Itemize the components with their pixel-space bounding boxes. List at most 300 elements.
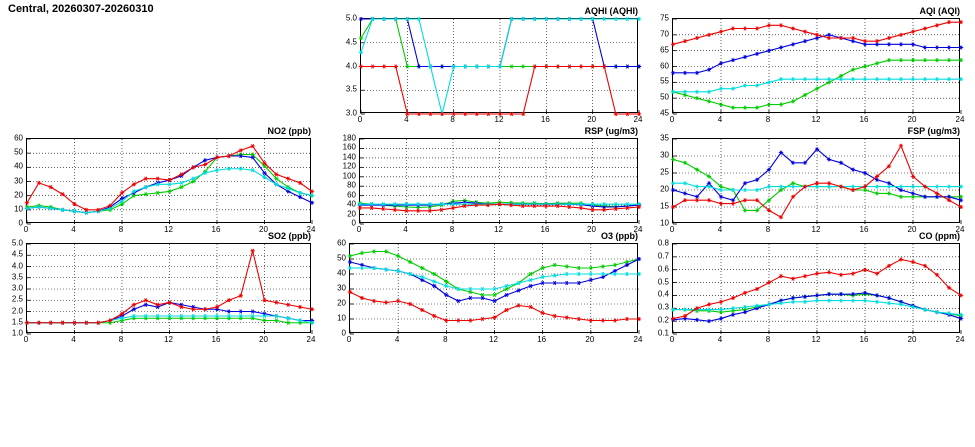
data-point-red xyxy=(791,277,795,281)
data-point-red xyxy=(49,321,53,325)
data-point-red xyxy=(707,198,711,202)
data-point-green xyxy=(359,36,363,40)
xtick-label-fsp: 12 xyxy=(811,225,821,234)
xtick-label-aqi: 12 xyxy=(811,115,821,124)
data-point-cyan xyxy=(719,87,723,91)
data-point-red xyxy=(911,30,915,34)
chart-title-no2: NO2 (ppb) xyxy=(267,126,311,136)
data-point-green xyxy=(203,316,207,320)
ytick-label-so2: 4.5 xyxy=(11,249,23,259)
data-point-cyan xyxy=(348,266,352,270)
ytick-label-aqi: 60 xyxy=(660,61,669,70)
data-point-red xyxy=(509,112,513,116)
data-point-green xyxy=(923,58,927,62)
data-point-cyan xyxy=(683,181,687,185)
data-point-blue xyxy=(683,71,687,75)
data-point-cyan xyxy=(384,268,388,272)
xtick-label-rsp: 0 xyxy=(356,225,362,234)
data-point-blue xyxy=(899,42,903,46)
data-point-green xyxy=(468,290,472,294)
data-point-cyan xyxy=(803,77,807,81)
data-point-blue xyxy=(239,310,243,314)
series-line-green xyxy=(673,294,961,316)
plot-area-rsp xyxy=(359,138,638,223)
data-point-blue xyxy=(731,313,735,317)
data-point-green xyxy=(671,157,675,161)
data-point-red xyxy=(439,208,443,212)
data-point-green xyxy=(899,58,903,62)
data-point-blue xyxy=(875,42,879,46)
data-point-green xyxy=(298,321,302,325)
data-point-cyan xyxy=(540,275,544,279)
data-point-blue xyxy=(144,303,148,307)
data-point-blue xyxy=(803,39,807,43)
xtick-label-co: 4 xyxy=(717,335,723,344)
data-point-green xyxy=(743,208,747,212)
data-point-cyan xyxy=(613,272,617,276)
data-point-red xyxy=(719,300,723,304)
data-point-green xyxy=(875,61,879,65)
data-point-cyan xyxy=(671,90,675,94)
data-point-red xyxy=(899,33,903,37)
data-point-green xyxy=(155,191,159,195)
data-point-cyan xyxy=(827,185,831,189)
data-point-blue xyxy=(310,319,314,323)
data-point-red xyxy=(144,298,148,302)
data-point-red xyxy=(369,206,373,210)
data-point-cyan xyxy=(887,77,891,81)
data-point-cyan xyxy=(167,182,171,186)
data-point-blue xyxy=(755,52,759,56)
ytick-label-fsp: 25 xyxy=(660,167,669,177)
data-point-red xyxy=(84,321,88,325)
data-point-red xyxy=(827,181,831,185)
data-point-cyan xyxy=(827,299,831,303)
data-point-red xyxy=(779,23,783,27)
data-point-cyan xyxy=(382,17,386,21)
data-point-cyan xyxy=(215,168,219,172)
data-point-cyan xyxy=(875,77,879,81)
xtick-label-o3: 4 xyxy=(394,335,400,344)
data-point-red xyxy=(556,65,560,69)
chart-title-o3: O3 (ppb) xyxy=(601,231,638,241)
data-point-red xyxy=(416,209,420,213)
xtick-label-rsp: 24 xyxy=(633,225,643,234)
data-point-cyan xyxy=(132,314,136,318)
ytick-label-so2: 1.0 xyxy=(11,328,23,338)
data-point-red xyxy=(947,20,951,24)
data-point-cyan xyxy=(851,77,855,81)
ytick-label-o3: 20 xyxy=(337,298,346,308)
xtick-label-aqhi: 0 xyxy=(357,115,363,124)
data-point-green xyxy=(372,250,376,254)
data-point-cyan xyxy=(935,77,939,81)
data-point-red xyxy=(815,33,819,37)
data-point-cyan xyxy=(671,181,675,185)
data-point-cyan xyxy=(803,300,807,304)
data-point-blue xyxy=(815,294,819,298)
data-point-cyan xyxy=(463,65,467,69)
xtick-label-aqhi: 24 xyxy=(633,115,643,124)
xtick-label-so2: 12 xyxy=(164,335,173,344)
data-point-blue xyxy=(695,71,699,75)
data-point-cyan xyxy=(839,299,843,303)
data-point-cyan xyxy=(779,77,783,81)
data-point-cyan xyxy=(827,77,831,81)
data-point-red xyxy=(887,36,891,40)
ytick-label-aqi: 70 xyxy=(660,29,669,39)
data-point-blue xyxy=(540,281,544,285)
data-point-cyan xyxy=(707,90,711,94)
data-point-cyan xyxy=(60,208,64,212)
ytick-label-no2: 30 xyxy=(14,176,23,185)
ytick-label-aqhi: 5.0 xyxy=(345,13,357,23)
data-point-red xyxy=(851,36,855,40)
ytick-label-o3: 10 xyxy=(337,313,346,323)
data-point-red xyxy=(863,39,867,43)
data-point-cyan xyxy=(475,65,479,69)
data-point-cyan xyxy=(899,77,903,81)
data-point-green xyxy=(707,99,711,103)
data-point-green xyxy=(227,316,231,320)
xtick-label-so2: 24 xyxy=(306,335,316,344)
data-point-blue xyxy=(923,195,927,199)
data-point-cyan xyxy=(637,17,641,21)
xtick-label-aqi: 24 xyxy=(955,115,965,124)
xtick-label-aqhi: 8 xyxy=(450,115,455,124)
xtick-label-fsp: 24 xyxy=(955,225,965,234)
data-point-green xyxy=(250,316,254,320)
data-point-green xyxy=(589,266,593,270)
data-point-red xyxy=(428,209,432,213)
ytick-label-co: 0.5 xyxy=(657,277,669,287)
data-point-cyan xyxy=(274,314,278,318)
data-point-cyan xyxy=(492,287,496,291)
data-point-cyan xyxy=(959,185,963,189)
data-point-cyan xyxy=(614,202,618,206)
data-point-red xyxy=(155,177,159,181)
data-point-cyan xyxy=(215,314,219,318)
data-point-cyan xyxy=(731,306,735,310)
data-point-cyan xyxy=(179,314,183,318)
chart-title-rsp: RSP (ug/m3) xyxy=(584,126,638,136)
data-point-cyan xyxy=(589,272,593,276)
plot-canvas-aqi xyxy=(673,19,961,114)
data-point-blue xyxy=(227,310,231,314)
data-point-red xyxy=(553,314,557,318)
data-point-blue xyxy=(731,58,735,62)
xtick-label-o3: 16 xyxy=(537,335,547,344)
data-point-blue xyxy=(935,195,939,199)
ytick-label-aqhi: 3.0 xyxy=(345,108,357,118)
data-point-cyan xyxy=(755,188,759,192)
data-point-green xyxy=(565,265,569,269)
data-point-cyan xyxy=(863,77,867,81)
data-point-blue xyxy=(887,42,891,46)
data-point-cyan xyxy=(239,314,243,318)
data-point-cyan xyxy=(528,278,532,282)
data-point-cyan xyxy=(959,77,963,81)
data-point-red xyxy=(743,291,747,295)
data-point-red xyxy=(743,27,747,31)
data-point-cyan xyxy=(935,310,939,314)
data-point-cyan xyxy=(887,301,891,305)
chart-title-so2: SO2 (ppb) xyxy=(268,231,311,241)
xtick-label-co: 8 xyxy=(765,335,771,344)
data-point-green xyxy=(521,65,525,69)
data-point-green xyxy=(731,106,735,110)
data-point-cyan xyxy=(779,301,783,305)
ytick-label-so2: 4.0 xyxy=(11,261,23,270)
data-point-cyan xyxy=(144,314,148,318)
data-point-red xyxy=(463,112,467,116)
data-point-blue xyxy=(815,36,819,40)
data-point-cyan xyxy=(203,314,207,318)
data-point-green xyxy=(239,316,243,320)
ytick-label-rsp: 160 xyxy=(342,142,356,152)
xtick-label-rsp: 16 xyxy=(540,225,550,234)
data-point-cyan xyxy=(504,284,508,288)
xtick-label-aqhi: 16 xyxy=(540,115,550,124)
data-point-cyan xyxy=(743,84,747,88)
data-point-blue xyxy=(959,198,963,202)
data-point-green xyxy=(625,260,629,264)
data-point-red xyxy=(370,65,374,69)
data-point-red xyxy=(755,27,759,31)
data-point-blue xyxy=(468,296,472,300)
data-point-green xyxy=(480,293,484,297)
data-point-cyan xyxy=(695,185,699,189)
data-point-green xyxy=(144,316,148,320)
ytick-label-aqhi: 4.5 xyxy=(345,37,357,47)
data-point-cyan xyxy=(167,314,171,318)
ytick-label-rsp: 80 xyxy=(347,180,356,190)
data-point-cyan xyxy=(444,284,448,288)
data-point-green xyxy=(348,254,352,258)
ytick-label-no2: 40 xyxy=(14,161,23,171)
data-point-red xyxy=(475,112,479,116)
data-point-red xyxy=(602,208,606,212)
ytick-label-so2: 2.0 xyxy=(11,306,23,315)
data-point-red xyxy=(923,27,927,31)
ytick-label-o3: 0 xyxy=(341,328,346,338)
data-point-blue xyxy=(959,46,963,50)
data-point-green xyxy=(695,96,699,100)
xtick-label-aqi: 8 xyxy=(765,115,771,124)
data-point-cyan xyxy=(602,17,606,21)
ytick-label-rsp: 60 xyxy=(347,190,356,200)
data-point-cyan xyxy=(719,188,723,192)
ytick-label-aqhi: 4.0 xyxy=(345,61,357,70)
data-point-cyan xyxy=(565,272,569,276)
page-title: Central, 20260307-20260310 xyxy=(8,3,154,15)
data-point-red xyxy=(382,65,386,69)
data-point-red xyxy=(72,321,76,325)
xtick-label-so2: 20 xyxy=(259,335,268,344)
xtick-label-fsp: 16 xyxy=(859,225,869,234)
data-point-green xyxy=(875,191,879,195)
xtick-label-o3: 12 xyxy=(489,335,498,344)
data-point-green xyxy=(155,316,159,320)
data-point-red xyxy=(911,260,915,264)
data-point-cyan xyxy=(155,314,159,318)
data-point-red xyxy=(839,273,843,277)
xtick-label-so2: 0 xyxy=(23,335,29,344)
ytick-label-aqi: 65 xyxy=(660,45,669,55)
data-point-cyan xyxy=(875,185,879,189)
data-point-green xyxy=(731,309,735,313)
xtick-label-no2: 8 xyxy=(118,225,124,234)
chart-title-co: CO (ppm) xyxy=(919,231,960,241)
data-point-blue xyxy=(743,310,747,314)
data-point-cyan xyxy=(420,275,424,279)
xtick-label-no2: 4 xyxy=(71,225,76,234)
plot-canvas-no2 xyxy=(27,139,312,224)
data-point-cyan xyxy=(579,17,583,21)
data-point-green xyxy=(887,58,891,62)
xtick-label-co: 20 xyxy=(907,335,917,344)
data-point-blue xyxy=(887,296,891,300)
data-point-green xyxy=(553,263,557,267)
data-point-cyan xyxy=(947,185,951,189)
ytick-label-co: 0.3 xyxy=(657,302,669,312)
data-point-cyan xyxy=(521,17,525,21)
data-point-green xyxy=(743,106,747,110)
data-point-red xyxy=(567,65,571,69)
data-point-blue xyxy=(671,71,675,75)
plot-area-fsp xyxy=(672,138,960,223)
xtick-label-o3: 8 xyxy=(443,335,448,344)
plot-canvas-so2 xyxy=(27,244,312,334)
xtick-label-so2: 8 xyxy=(118,335,124,344)
data-point-blue xyxy=(899,300,903,304)
data-point-cyan xyxy=(432,280,436,284)
data-point-blue xyxy=(614,65,618,69)
data-point-red xyxy=(480,317,484,321)
ytick-label-fsp: 35 xyxy=(660,133,669,143)
data-point-cyan xyxy=(84,211,88,215)
data-point-blue xyxy=(779,46,783,50)
data-point-red xyxy=(372,299,376,303)
data-point-red xyxy=(179,305,183,309)
xtick-label-no2: 0 xyxy=(23,225,29,234)
xtick-label-aqhi: 20 xyxy=(587,115,597,124)
xtick-label-aqi: 20 xyxy=(907,115,917,124)
data-point-blue xyxy=(683,191,687,195)
data-point-red xyxy=(577,317,581,321)
ytick-label-fsp: 10 xyxy=(660,218,669,228)
xtick-label-o3: 0 xyxy=(346,335,352,344)
data-point-blue xyxy=(671,188,675,192)
data-point-blue xyxy=(947,46,951,50)
data-point-red xyxy=(274,301,278,305)
data-point-red xyxy=(579,65,583,69)
data-point-cyan xyxy=(480,287,484,291)
data-point-red xyxy=(827,36,831,40)
data-point-blue xyxy=(528,284,532,288)
data-point-red xyxy=(731,296,735,300)
ytick-label-so2: 3.5 xyxy=(11,272,23,282)
ytick-label-o3: 50 xyxy=(337,253,346,263)
data-point-red xyxy=(683,39,687,43)
data-point-red xyxy=(695,198,699,202)
ytick-label-aqhi: 3.5 xyxy=(345,84,357,94)
data-point-blue xyxy=(155,305,159,309)
data-point-blue xyxy=(875,294,879,298)
data-point-cyan xyxy=(533,17,537,21)
data-point-blue xyxy=(565,281,569,285)
ytick-label-fsp: 20 xyxy=(660,184,669,194)
data-point-cyan xyxy=(310,321,314,325)
ytick-label-co: 0.8 xyxy=(657,238,669,248)
data-point-cyan xyxy=(743,188,747,192)
data-point-cyan xyxy=(262,314,266,318)
data-point-cyan xyxy=(899,303,903,307)
data-point-red xyxy=(417,112,421,116)
data-point-red xyxy=(707,33,711,37)
data-point-red xyxy=(707,303,711,307)
ytick-label-rsp: 20 xyxy=(347,209,356,219)
plot-area-co xyxy=(672,243,960,333)
ytick-label-fsp: 15 xyxy=(660,201,669,211)
data-point-cyan xyxy=(298,319,302,323)
data-point-blue xyxy=(911,42,915,46)
chart-title-fsp: FSP (ug/m3) xyxy=(907,126,960,136)
ytick-label-aqi: 45 xyxy=(660,108,669,118)
data-point-cyan xyxy=(899,185,903,189)
xtick-label-rsp: 12 xyxy=(494,225,503,234)
xtick-label-fsp: 4 xyxy=(717,225,723,234)
data-point-blue xyxy=(553,281,557,285)
data-point-blue xyxy=(707,319,711,323)
chart-title-aqi: AQI (AQI) xyxy=(919,6,960,16)
data-point-cyan xyxy=(179,181,183,185)
data-point-green xyxy=(509,65,513,69)
data-point-blue xyxy=(683,317,687,321)
data-point-blue xyxy=(791,296,795,300)
data-point-red xyxy=(671,42,675,46)
data-point-cyan xyxy=(577,272,581,276)
ytick-label-no2: 10 xyxy=(14,204,23,214)
data-point-red xyxy=(428,112,432,116)
data-point-green xyxy=(577,266,581,270)
data-point-green xyxy=(191,316,195,320)
data-point-red xyxy=(25,321,29,325)
data-point-red xyxy=(310,307,314,311)
ytick-label-o3: 60 xyxy=(337,238,346,248)
ytick-label-no2: 60 xyxy=(14,133,23,143)
data-point-cyan xyxy=(372,266,376,270)
data-point-red xyxy=(935,23,939,27)
xtick-label-o3: 20 xyxy=(585,335,595,344)
chart-title-aqhi: AQHI (AQHI) xyxy=(584,6,638,16)
plot-canvas-rsp xyxy=(360,139,639,224)
data-point-blue xyxy=(947,195,951,199)
plot-canvas-aqhi xyxy=(361,19,639,114)
xtick-label-no2: 24 xyxy=(306,225,316,234)
data-point-red xyxy=(393,208,397,212)
data-point-cyan xyxy=(637,272,641,276)
data-point-green xyxy=(887,191,891,195)
data-point-red xyxy=(767,23,771,27)
ytick-label-co: 0.4 xyxy=(657,289,669,299)
data-point-red xyxy=(486,112,490,116)
data-point-red xyxy=(875,39,879,43)
data-point-red xyxy=(396,299,400,303)
ytick-label-rsp: 120 xyxy=(342,161,356,171)
data-point-red xyxy=(695,36,699,40)
data-point-cyan xyxy=(683,90,687,94)
